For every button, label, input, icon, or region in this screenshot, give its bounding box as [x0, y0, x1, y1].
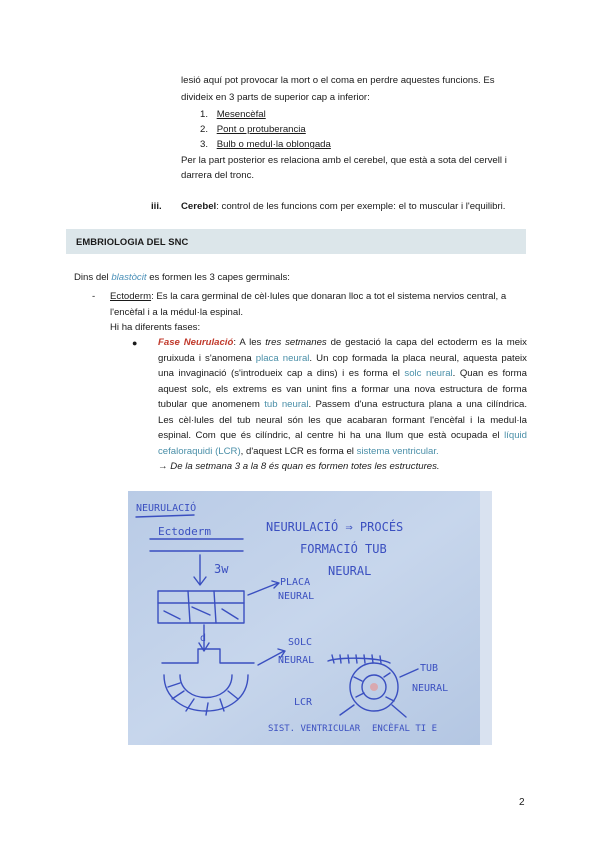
whiteboard-drawing [128, 491, 492, 745]
dash-bullet: - [92, 291, 96, 302]
section-header [66, 229, 526, 254]
cerebel-item [181, 201, 505, 213]
placa-neural-term: placa neural [255, 353, 310, 364]
text-span: . Quan es forma [452, 368, 527, 379]
text-span: una invaginació (s'introdueix cap a dins) i es forma el [158, 368, 405, 379]
intro-line [74, 272, 290, 284]
neurulation-line [158, 353, 527, 365]
neurulation-line: Les cèl·lules del tub neural són les que acabaran formant l'encèfal i la medul·la [158, 415, 527, 426]
hw-solc-neural: NEURAL [278, 655, 315, 666]
list-item [200, 124, 306, 136]
lcr-term: cefaloraquidi (LCR) [158, 446, 241, 457]
list-label: Mesencèfal [216, 109, 266, 120]
text-span: . Un cop formada la placa neural, aquesta pateix [309, 353, 527, 364]
neurulation-line [158, 337, 527, 349]
ectoderm-line [110, 291, 506, 303]
text-span: espinal. Com que és cilíndric, al centre hi ha una llum que està ocupada el [158, 430, 505, 441]
neurulation-line [158, 399, 527, 411]
hw-title1: NEURULACIÓ ⇒ PROCÉS [266, 520, 404, 534]
page-number: 2 [519, 797, 525, 808]
hw-lcr: LCR [294, 697, 313, 708]
weeks-term: tres setmanes [265, 337, 327, 348]
neurulation-line [158, 446, 439, 458]
roman-numeral: iii. [151, 201, 162, 212]
intro-post: es formen les 3 capes germinals: [146, 272, 290, 283]
blastocit-term: blastòcit [111, 272, 147, 283]
liquid-term: líquid [504, 430, 527, 441]
hw-d: d [200, 633, 207, 644]
neurulation-note: → De la setmana 3 a la 8 és quan es formen totes les estructures. [158, 461, 440, 472]
whiteboard-edge [480, 491, 492, 745]
paragraph-line: lesió aquí pot provocar la mort o el coma en perdre aquestes funcions. Es [181, 75, 495, 86]
ectoderm-text: : Es la cara germinal de cèl·lules que donaran lloc a tot el sistema nervios central, a [151, 291, 507, 302]
list-label: Pont o protuberancia [216, 124, 306, 135]
neurulation-line: aquest solc, els extrems es van unint fins a formar una nova estructura de forma [158, 384, 527, 395]
cerebel-text: : control de les funcions com per exemple: el to muscular i l'equilibri. [216, 201, 506, 212]
hw-solc: SOLC [288, 637, 313, 648]
list-number: 2. [200, 124, 209, 135]
text-span: tubular que anomenem [158, 399, 265, 410]
section-title: EMBRIOLOGIA DEL SNC [76, 236, 189, 247]
list-number: 1. [200, 109, 209, 120]
hw-week: 3w [214, 562, 229, 576]
hw-ectoderm: Ectoderm [158, 525, 211, 538]
paragraph-line: Per la part posterior es relaciona amb el cerebel, que està a sota del cervell i [181, 155, 507, 166]
ventricular-term: sistema ventricular. [356, 446, 439, 457]
tub-neural-term: tub neural [264, 399, 309, 410]
hw-heading: NEURULACIÓ [136, 503, 197, 514]
text-span: , d'aquest LCR es forma el [240, 446, 357, 457]
paragraph-line: Hi ha diferents fases: [110, 322, 201, 333]
list-item [200, 109, 266, 121]
hw-encefal: ENCÈFAL TI E [372, 724, 438, 734]
hw-placa-neural: NEURAL [278, 591, 315, 602]
hw-tub: TUB [420, 663, 439, 674]
hw-sist: SIST. VENTRICULAR [268, 724, 361, 734]
solc-neural-term: solc neural [404, 368, 453, 379]
phase-label: Fase Neurulació [158, 337, 234, 348]
list-number: 3. [200, 139, 209, 150]
paragraph-line: l'encèfal i a la médul·la espinal. [110, 307, 244, 318]
hw-placa: PLACA [280, 577, 311, 588]
hw-title3: NEURAL [328, 564, 372, 578]
dot-bullet: ● [132, 338, 138, 348]
whiteboard-photo [128, 491, 492, 745]
list-label: Bulb o medul·la oblongada [216, 139, 331, 150]
intro-pre: Dins del [74, 272, 112, 283]
cerebel-term: Cerebel [181, 201, 217, 212]
hw-neural: NEURAL [412, 683, 449, 694]
text-span: . Passem d'una estructura plana a una cilíndrica. [308, 399, 527, 410]
neurulation-line [158, 368, 527, 380]
lumen-dot [370, 683, 378, 691]
text-span: de gestació la capa del ectoderm es la meix [326, 337, 527, 348]
ectoderm-term: Ectoderm [110, 291, 152, 302]
paragraph-line: divideix en 3 parts de superior cap a inferior: [181, 92, 370, 103]
text-span: gruixuda i s'anomena [158, 353, 256, 364]
neurulation-line [158, 430, 527, 442]
text-span: : A les [233, 337, 266, 348]
paragraph-line: darrera del tronc. [181, 170, 255, 181]
hw-title2: FORMACIÓ TUB [300, 542, 387, 556]
list-item [200, 139, 331, 151]
